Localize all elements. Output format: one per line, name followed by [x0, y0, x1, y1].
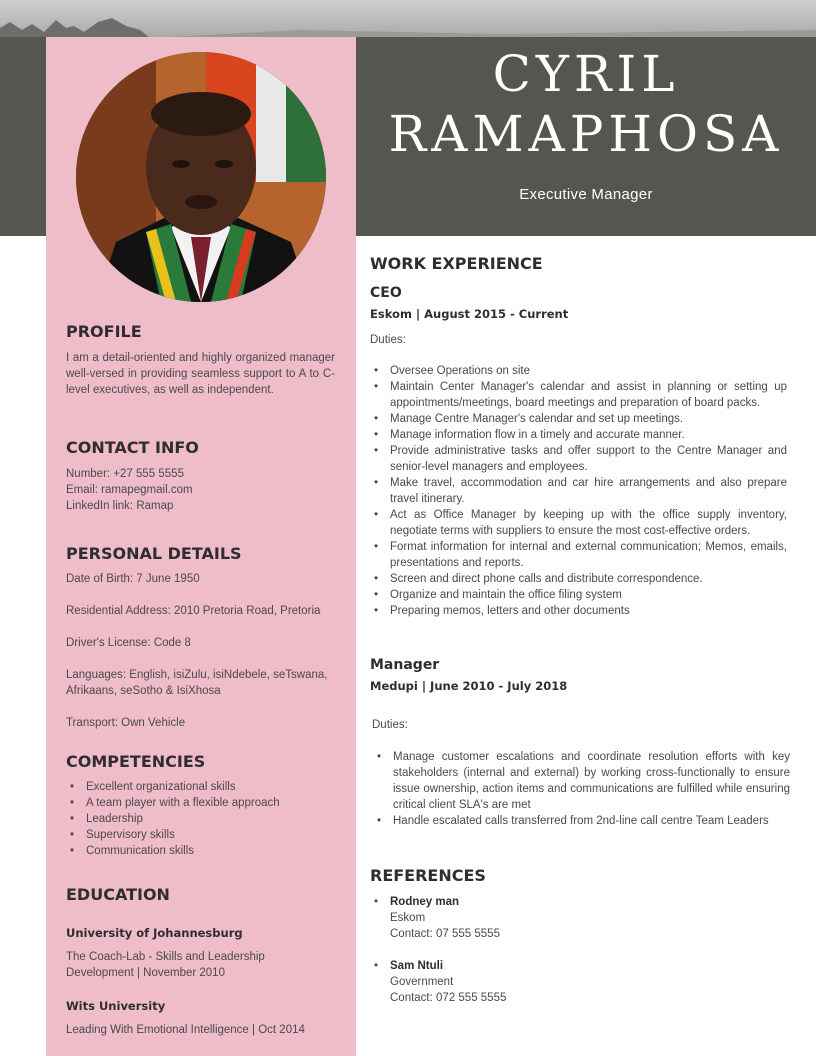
name-heading [356, 44, 816, 164]
education-course: Leading With Emotional Intelligence | Oct 2014 [66, 1024, 305, 1036]
list-item: • Excellent organizational skills [86, 779, 280, 795]
job-company: Medupi | June 2010 - July 2018 [370, 679, 568, 693]
reference-org: Eskom [390, 912, 426, 924]
education-course: The Coach-Lab - Skills and Leadership Development | November 2010 [66, 951, 265, 979]
list-item: • Handle escalated calls transferred from 2nd-line call centre Team Leaders [393, 813, 790, 829]
competencies-list [86, 779, 280, 859]
last-name: RAMAPHOSA [388, 105, 784, 163]
job-title-manager: Manager [370, 657, 440, 673]
contact-email: Email: ramapegmail.com [66, 484, 193, 496]
duties-label: Duties: [372, 719, 408, 731]
list-item: • Organize and maintain the office filing system [390, 587, 787, 603]
profile-heading: PROFILE [66, 322, 142, 341]
duties-label: Duties: [370, 334, 406, 346]
list-item: • Act as Office Manager by keeping up with the office supply inventory, negotiate terms with suppliers to ensure the most cost-effective orders. [390, 507, 787, 539]
job-title: Executive Manager [519, 186, 653, 203]
list-item: • Manage customer escalations and coordinate resolution efforts with key stakeholders (internal and external) by working cross-functionally to ensure issue ownership, action items and communications are fulfilled while ensuring critical client SLA's are met [393, 749, 790, 813]
contact-heading: CONTACT INFO [66, 438, 199, 457]
contact-number: Number: +27 555 5555 [66, 468, 184, 480]
job-company: Eskom | August 2015 - Current [370, 307, 569, 321]
manager-duties-list [393, 749, 790, 829]
list-item: • Provide administrative tasks and offer support to the Centre Manager and senior-level managers and employees. [390, 443, 787, 475]
list-item: • Manage information flow in a timely and accurate manner. [390, 427, 787, 443]
list-item: • Preparing memos, letters and other documents [390, 603, 787, 619]
list-item: • Communication skills [86, 843, 280, 859]
list-item: • Format information for internal and external communication; Memos, emails, presentations and reports. [390, 539, 787, 571]
list-item: • Supervisory skills [86, 827, 280, 843]
profile-text: I am a detail-oriented and highly organized manager well-versed in providing seamless support to A to C-level executives, as well as independent. [66, 352, 335, 396]
references-heading: REFERENCES [370, 866, 486, 885]
bullet-icon: • [374, 960, 379, 972]
ceo-duties-list [390, 363, 787, 619]
education-school: Wits University [66, 999, 166, 1013]
header-background-photo [0, 0, 816, 38]
list-item: • Manage Centre Manager's calendar and set up meetings. [390, 411, 787, 427]
reference-name: Sam Ntuli [390, 960, 444, 972]
personal-languages: Languages: English, isiZulu, isiNdebele, seTswana, Afrikaans, seSotho & IsiXhosa [66, 669, 328, 697]
first-name: CYRIL [492, 45, 680, 103]
personal-license: Driver's License: Code 8 [66, 637, 191, 649]
reference-contact: Contact: 07 555 5555 [390, 928, 500, 940]
competencies-heading: COMPETENCIES [66, 752, 206, 771]
avatar [76, 52, 326, 302]
contact-linkedin: LinkedIn link: Ramap [66, 500, 174, 512]
personal-heading: PERSONAL DETAILS [66, 544, 242, 563]
work-heading: WORK EXPERIENCE [370, 254, 543, 273]
list-item: • Maintain Center Manager's calendar and assist in planning or setting up appointments/meetings, board meetings and preparation of board packs. [390, 379, 787, 411]
portrait-photo [76, 52, 326, 302]
list-item: • Leadership [86, 811, 280, 827]
list-item: • A team player with a flexible approach [86, 795, 280, 811]
personal-dob: Date of Birth: 7 June 1950 [66, 573, 200, 585]
reference-org: Government [390, 976, 454, 988]
list-item: • Make travel, accommodation and car hire arrangements and also prepare travel itinerary. [390, 475, 787, 507]
personal-address: Residential Address: 2010 Pretoria Road, Pretoria [66, 605, 321, 617]
list-item: • Screen and direct phone calls and distribute correspondence. [390, 571, 787, 587]
job-title-ceo: CEO [370, 285, 402, 301]
reference-contact: Contact: 072 555 5555 [390, 992, 507, 1004]
education-heading: EDUCATION [66, 885, 170, 904]
list-item: • Oversee Operations on site [390, 363, 787, 379]
mountain-silhouette [0, 0, 816, 38]
bullet-icon: • [374, 896, 379, 908]
reference-name: Rodney man [390, 896, 460, 908]
education-school: University of Johannesburg [66, 926, 243, 940]
personal-transport: Transport: Own Vehicle [66, 717, 186, 729]
